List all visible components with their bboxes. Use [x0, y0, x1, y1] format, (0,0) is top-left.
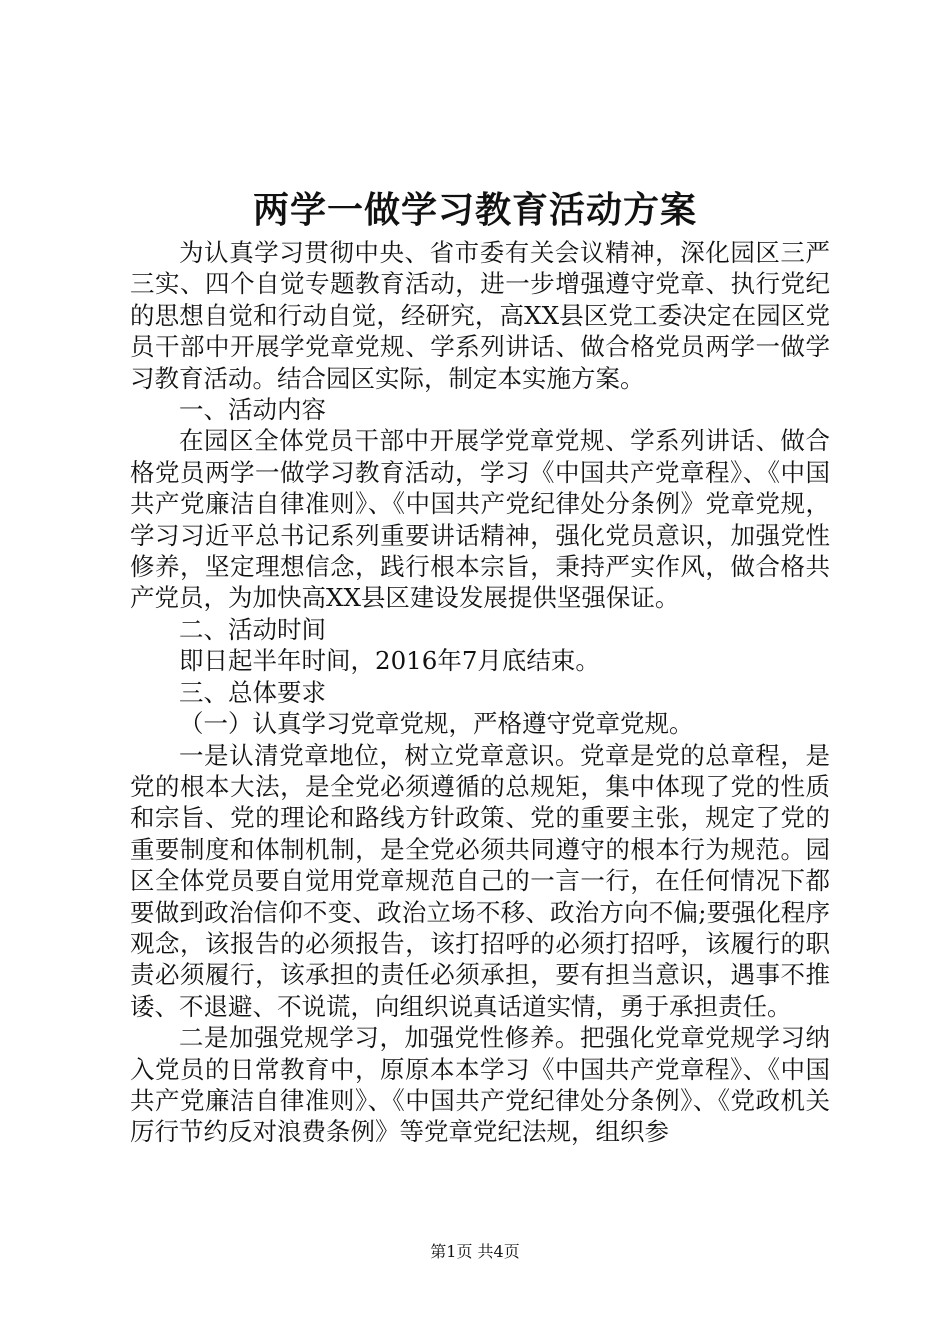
page-number-footer: 第1页 共4页 [430, 1242, 520, 1261]
intro-paragraph: 为认真学习贯彻中央、省市委有关会议精神，深化园区三严三实、四个自觉专题教育活动，进一步增强遵守党章、执行党纪的思想自觉和行动自觉，经研究，高XX县区党工委决定在园区党员干部中开展学党章党规、学系列讲话、做合格党员两学一做学习教育活动。结合园区实际，制定本实施方案。 [130, 238, 830, 393]
document-body [130, 237, 830, 1148]
subsection-heading-1: （一）认真学习党章党规，严格遵守党章党规。 [179, 709, 694, 739]
content-paragraph: 在园区全体党员干部中开展学党章党规、学系列讲话、做合格党员两学一做学习教育活动，学习《中国共产党章程》、《中国共产党廉洁自律准则》、《中国共产党纪律处分条例》党章党规，学习习近平总书记系列重要讲话精神，强化党员意识，加强党性修养，坚定理想信念，践行根本宗旨，秉持严实作风，做合格共产党员，为加快高XX县区建设发展提供坚强保证。 [130, 426, 830, 613]
section-heading-time: 二、活动时间 [179, 614, 326, 644]
section-heading-requirements: 三、总体要求 [179, 677, 326, 707]
document-title: 两学一做学习教育活动方案 [252, 189, 697, 231]
time-paragraph: 即日起半年时间，2016年7月底结束。 [179, 646, 600, 676]
requirement-paragraph-1: 一是认清党章地位，树立党章意识。党章是党的总章程，是党的根本大法，是全党必须遵循的总规矩，集中体现了党的性质和宗旨、党的理论和路线方针政策、党的重要主张，规定了党的重要制度和体制机制，是全党必须共同遵守的根本行为规范。园区全体党员要自觉用党章规范自己的一言一行，在任何情况下都要做到政治信仰不变、政治立场不移、政治方向不偏;要强化程序观念，该报告的必须报告，该打招呼的必须打招呼，该履行的职责必须履行，该承担的责任必须承担，要有担当意识，遇事不推诿、不退避、不说谎，向组织说真话道实情，勇于承担责任。 [130, 740, 830, 1021]
requirement-paragraph-2: 二是加强党规学习，加强党性修养。把强化党章党规学习纳入党员的日常教育中，原原本本学习《中国共产党章程》、《中国共产党廉洁自律准则》、《中国共产党纪律处分条例》、《党政机关厉行节约反对浪费条例》等党章党纪法规，组织参 [130, 1023, 830, 1147]
section-heading-content: 一、活动内容 [179, 395, 326, 425]
